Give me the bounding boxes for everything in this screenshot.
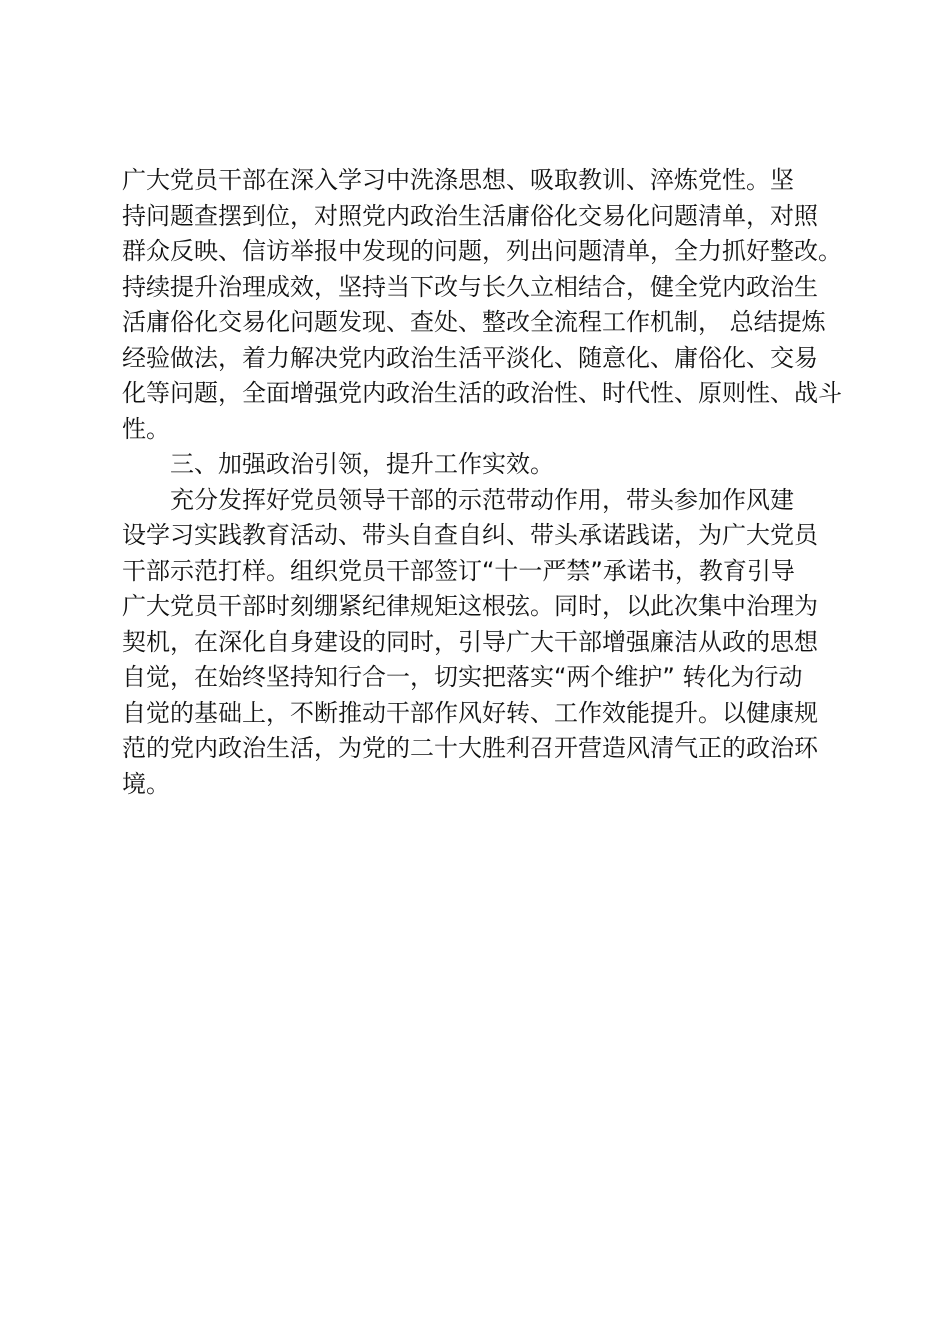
text-line: 干部示范打样。组织党员干部签订“十一严禁”承诺书，教育引导 bbox=[122, 556, 795, 585]
text-line: 化等问题，全面增强党内政治生活的政治性、时代性、原则性、战斗 bbox=[122, 379, 842, 407]
text-line: 境。 bbox=[122, 769, 170, 798]
text-line: 广大党员干部时刻绷紧纪律规矩这根弦。同时，以此次集中治理为 bbox=[122, 592, 818, 620]
text-line: 持问题查摆到位，对照党内政治生活庸俗化交易化问题清单，对照 bbox=[122, 201, 818, 230]
text-line: 广大党员干部在深入学习中洗涤思想、吸取教训、淬炼党性。坚 bbox=[122, 166, 794, 194]
text-line: 自觉的基础上，不断推动干部作风好转、工作效能提升。以健康规 bbox=[122, 698, 818, 727]
text-line: 自觉，在始终坚持知行合一，切实把落实“两个维护” 转化为行动 bbox=[122, 663, 803, 691]
text-line: 群众反映、信访举报中发现的问题，列出问题清单，全力抓好整改。 bbox=[122, 237, 842, 265]
text-line: 经验做法，着力解决党内政治生活平淡化、随意化、庸俗化、交易 bbox=[122, 343, 818, 372]
text-line: 设学习实践教育活动、带头自查自纠、带头承诺践诺，为广大党员 bbox=[122, 521, 818, 549]
text-line: 契机，在深化自身建设的同时，引导广大干部增强廉洁从政的思想 bbox=[122, 627, 818, 656]
document-body bbox=[122, 163, 842, 802]
text-line: 持续提升治理成效，坚持当下改与长久立相结合，健全党内政治生 bbox=[122, 272, 818, 301]
text-line: 活庸俗化交易化问题发现、查处、整改全流程工作机制， 总结提炼 bbox=[122, 308, 826, 336]
section-heading: 三、加强政治引领，提升工作实效。 bbox=[170, 450, 554, 478]
text-line: 性。 bbox=[122, 414, 170, 443]
text-line: 充分发挥好党员领导干部的示范带动作用，带头参加作风建 bbox=[170, 485, 794, 514]
text-line: 范的党内政治生活，为党的二十大胜利召开营造风清气正的政治环 bbox=[122, 734, 818, 762]
